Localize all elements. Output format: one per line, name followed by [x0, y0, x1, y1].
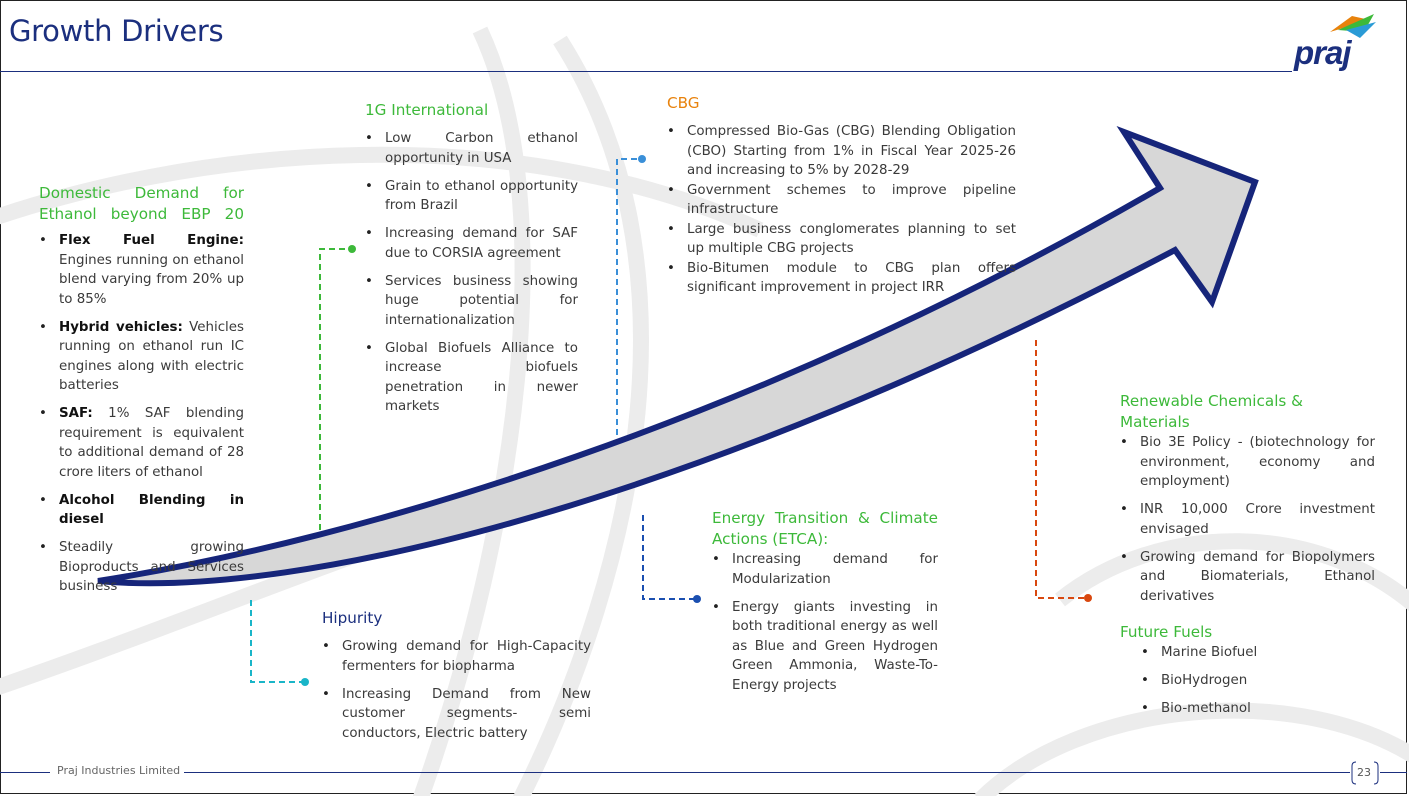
list-item: • Marine Biofuel — [1141, 643, 1375, 663]
footer-line-right — [184, 772, 1350, 773]
section-heading: Energy Transition & Climate Actions (ETCA): — [712, 509, 938, 548]
list-item: • Grain to ethanol opportunity from Brazil — [365, 177, 578, 216]
list-item: • Government schemes to improve pipeline infrastructure — [667, 181, 1016, 220]
section-heading: 1G International — [365, 101, 489, 119]
list-item: • Bio-methanol — [1141, 699, 1375, 719]
section-heading: Renewable Chemicals & Materials — [1120, 392, 1303, 431]
connector-renewable — [1036, 340, 1088, 598]
connector-dot-renewable — [1084, 594, 1092, 602]
logo-text: praj — [1294, 34, 1351, 71]
list-item: • BioHydrogen — [1141, 671, 1375, 691]
domestic-demand-section — [39, 183, 244, 605]
list-item: • Growing demand for High-Capacity fermenters for biopharma — [322, 637, 591, 676]
section-heading: Future Fuels — [1120, 623, 1213, 641]
list-item: • Increasing demand for Modularization — [712, 550, 938, 589]
connector-dot-cbg — [638, 155, 646, 163]
list-item: • Hybrid vehicles: Vehicles running on ethanol run IC engines along with electric batteries — [39, 318, 244, 396]
list-item: • Increasing Demand from New customer segments- semi conductors, Electric battery — [322, 685, 591, 744]
page-number: 23 — [1357, 766, 1371, 779]
list-item: • Bio-Bitumen module to CBG plan offers significant improvement in project IRR — [667, 259, 1016, 298]
list-item: • SAF: 1% SAF blending requirement is equivalent to additional demand of 28 crore liters of ethanol — [39, 404, 244, 482]
section-heading: Domestic Demand for Ethanol beyond EBP 20 — [39, 184, 244, 223]
list-item: • Energy giants investing in both traditional energy as well as Blue and Green Hydrogen Green Ammonia, Waste-To-Energy projects — [712, 598, 938, 696]
list-item: • INR 10,000 Crore investment envisaged — [1120, 500, 1375, 539]
connector-dot-hipurity — [301, 678, 309, 686]
title-underline — [0, 71, 1292, 72]
connector-dot-1g — [348, 245, 356, 253]
list-item: • Growing demand for Biopolymers and Biomaterials, Ethanol derivatives — [1120, 548, 1375, 607]
list-item: • Steadily growing Bioproducts and Services business — [39, 538, 244, 597]
section-heading: CBG — [667, 94, 700, 112]
list-item: • Large business conglomerates planning to set up multiple CBG projects — [667, 220, 1016, 259]
list-item: • Bio 3E Policy - (biotechnology for environment, economy and employment) — [1120, 433, 1375, 492]
cbg-section — [667, 93, 1016, 298]
connector-dot-etca — [693, 595, 701, 603]
list-item: • Alcohol Blending in diesel — [39, 491, 244, 530]
connector-1g-international — [320, 249, 352, 540]
footer-company: Praj Industries Limited — [57, 764, 181, 777]
section-heading: Hipurity — [322, 609, 383, 627]
etca-section — [712, 508, 938, 704]
renewable-section — [1120, 391, 1375, 615]
connector-hipurity — [251, 600, 305, 682]
list-item: • Compressed Bio-Gas (CBG) Blending Obligation (CBO) Starting from 1% in Fiscal Year 2025-26 and increasing to 5% by 2028-29 — [667, 122, 1016, 181]
page-number-bracket-icon — [1348, 760, 1382, 786]
hipurity-section — [322, 608, 591, 752]
list-item: • Global Biofuels Alliance to increase biofuels penetration in newer markets — [365, 339, 578, 417]
future-fuels-section — [1120, 622, 1375, 727]
list-item: • Flex Fuel Engine: Engines running on ethanol blend varying from 20% up to 85% — [39, 231, 244, 309]
connector-etca — [643, 515, 697, 599]
list-item: • Increasing demand for SAF due to CORSIA agreement — [365, 224, 578, 263]
list-item: • Low Carbon ethanol opportunity in USA — [365, 129, 578, 168]
page-title: Growth Drivers — [9, 14, 224, 48]
list-item: • Services business showing huge potential for internationalization — [365, 272, 578, 331]
international-section — [365, 100, 578, 425]
footer-line-left — [0, 772, 50, 773]
footer-line-end — [1380, 772, 1407, 773]
